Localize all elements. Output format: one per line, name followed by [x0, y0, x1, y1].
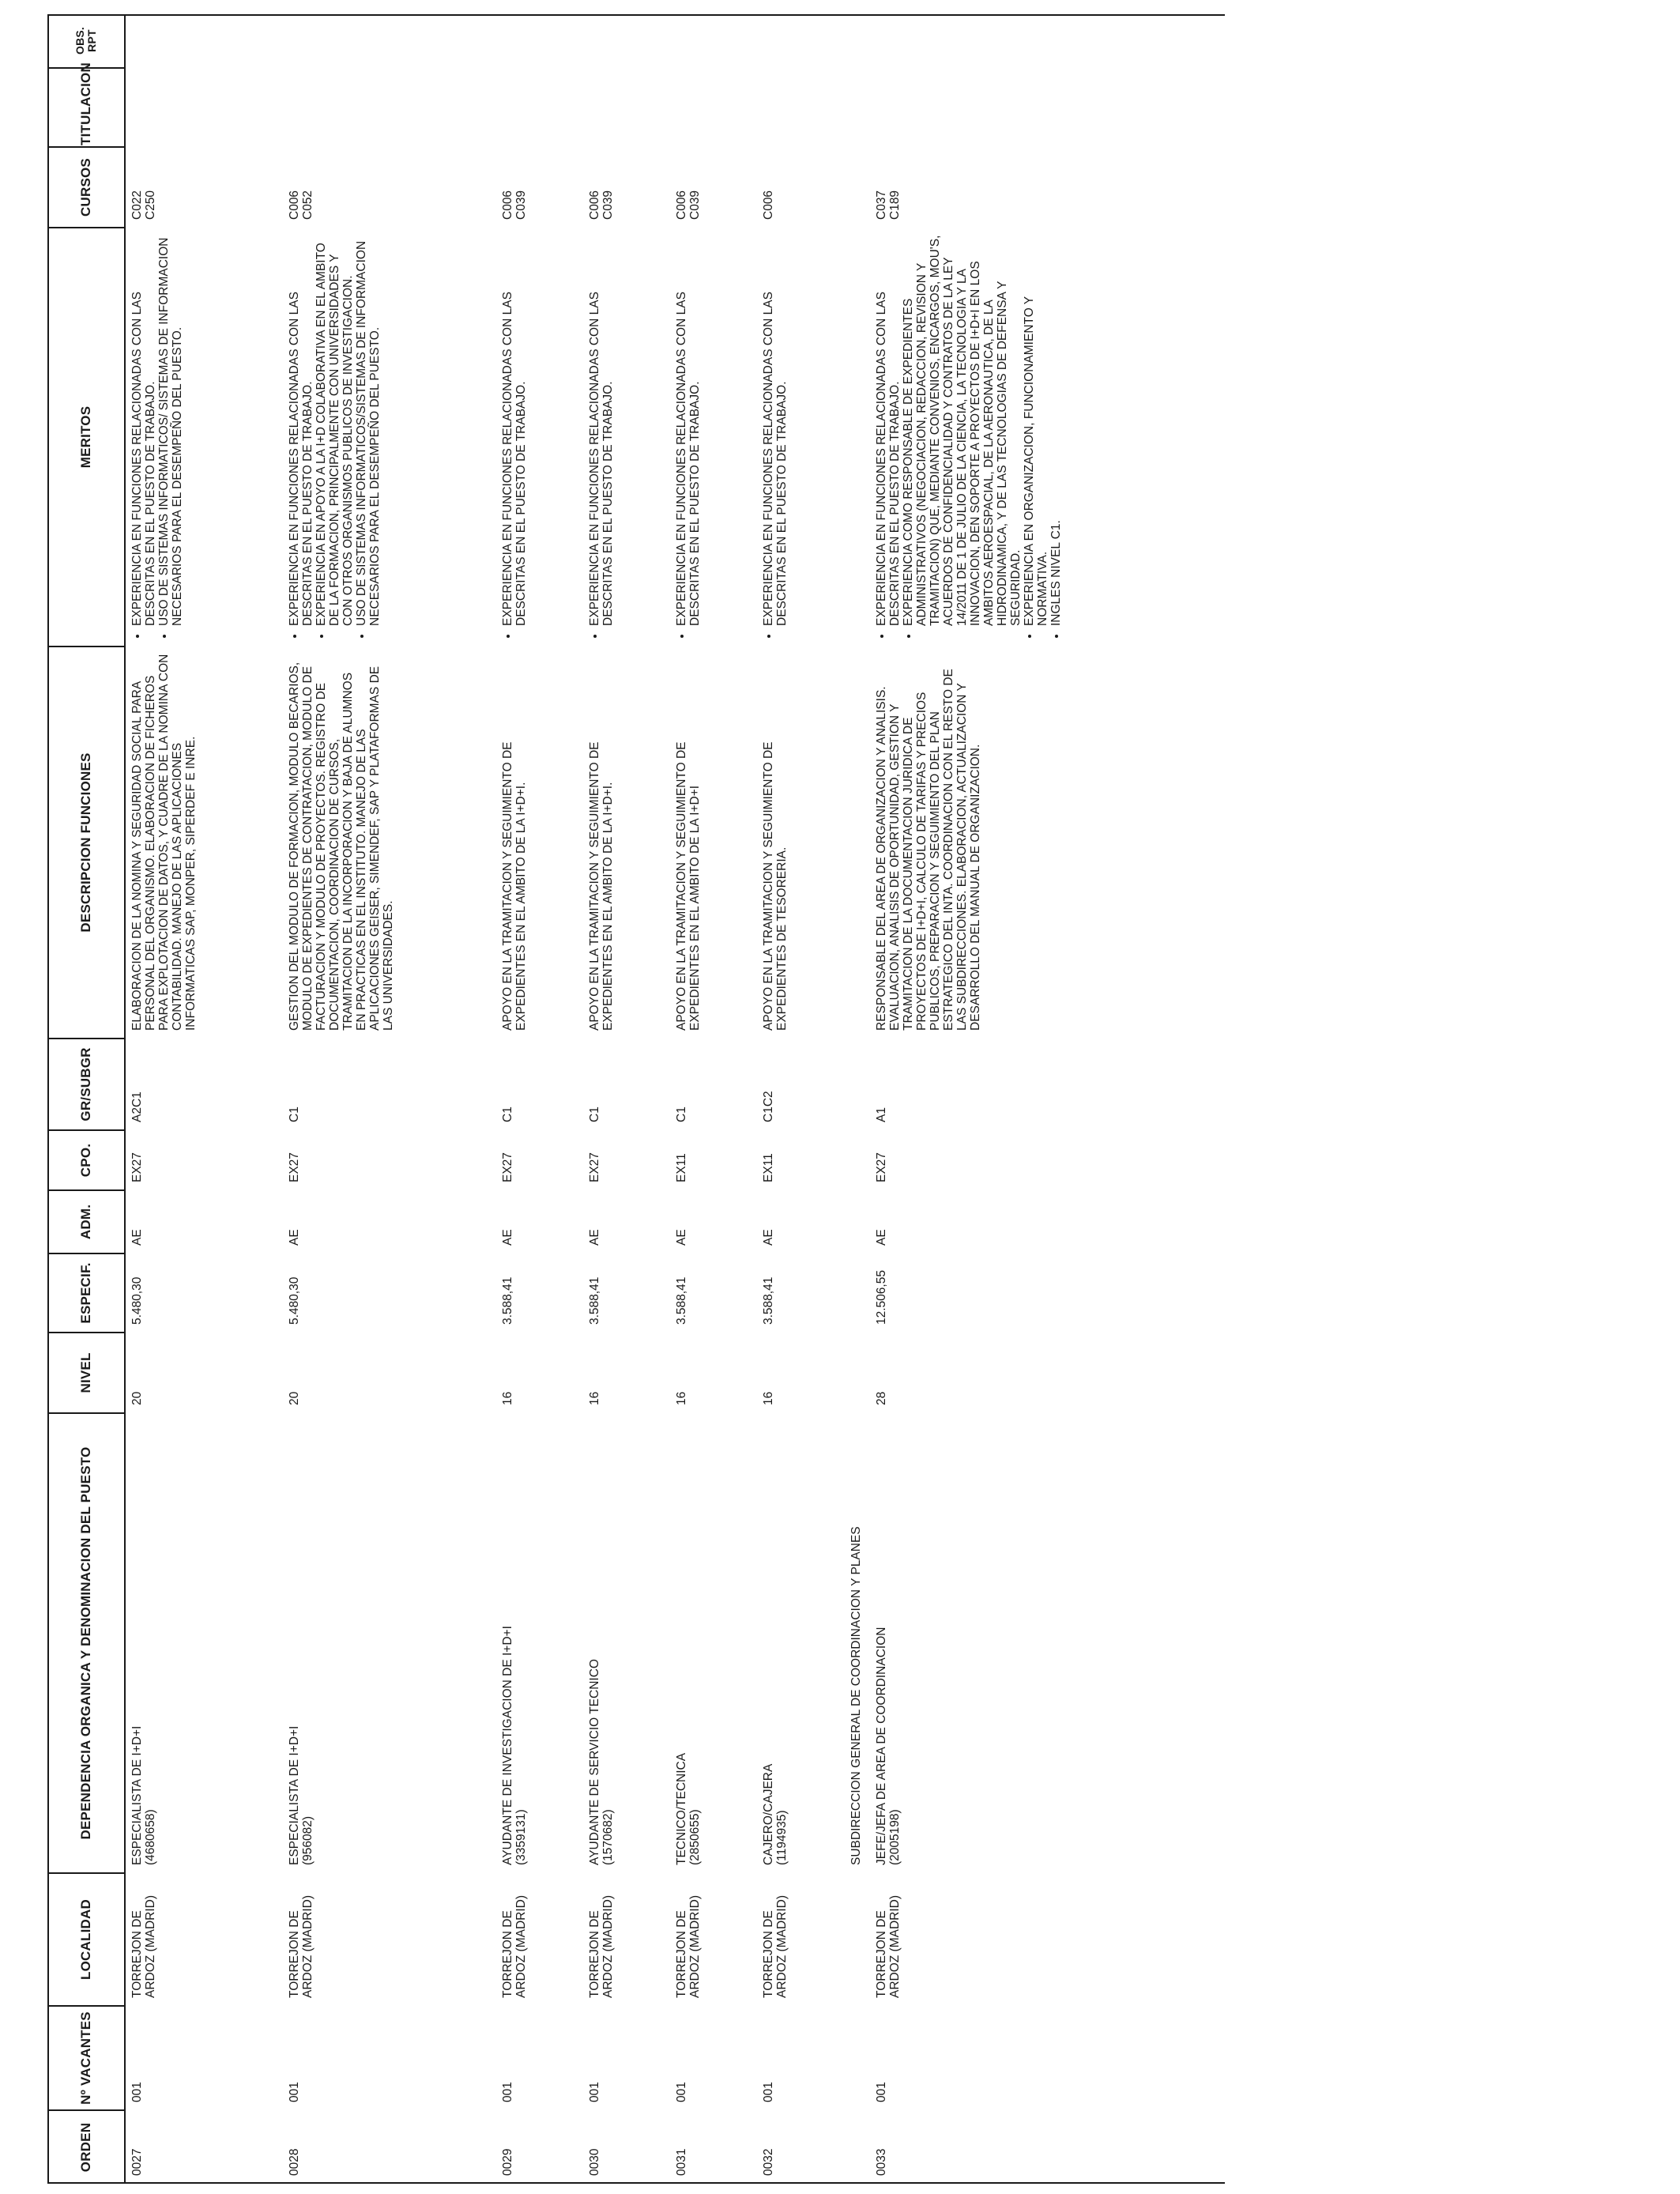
cpo-cell: EX27: [130, 1152, 144, 1182]
merito-item: • EXPERIENCIA EN FUNCIONES RELACIONADAS CON LAS DESCRITAS EN EL PUESTO DE TRABAJO.: [675, 234, 702, 626]
puesto-code: (956082): [301, 1815, 315, 1865]
localidad-cell: TORREJON DE ARDOZ (MADRID): [288, 1894, 315, 1998]
localidad-cell: TORREJON DE ARDOZ (MADRID): [130, 1894, 157, 1998]
curso-code: C039: [514, 190, 528, 220]
nivel-cell: 28: [875, 1391, 888, 1405]
header-especif: ESPECIF.: [47, 1253, 125, 1333]
header-descripcion: DESCRIPCION FUNCIONES: [47, 647, 125, 1039]
titulacion-cell: [283, 68, 496, 147]
especif-cell: 5.480,30: [288, 1276, 301, 1325]
meritos-cell: [496, 228, 583, 647]
empty-cell: [848, 2006, 870, 2110]
grsubgr-cell: C1: [675, 1106, 688, 1122]
orden-cell: 0030: [588, 2148, 601, 2176]
header-meritos: MERITOS: [47, 228, 125, 647]
grsubgr-cell: C1: [588, 1106, 601, 1122]
dependencia-cell: [125, 1413, 283, 1873]
vacantes-cell: 001: [501, 2082, 514, 2102]
header-obs-rpt: OBS. RPT: [47, 14, 125, 68]
adm-cell: AE: [130, 1229, 144, 1246]
orden-cell: 0028: [288, 2148, 301, 2176]
header-orden: ORDEN: [47, 2110, 125, 2184]
merito-item: • EXPERIENCIA EN ORGANIZACION, FUNCIONAMIENTO Y NORMATIVA.: [1023, 234, 1049, 626]
curso-code: C006: [288, 190, 301, 220]
header-cursos: CURSOS: [47, 147, 125, 228]
vacantes-cell: 001: [130, 2082, 144, 2102]
descripcion-cell: GESTION DEL MODULO DE FORMACION, MODULO BECARIOS, MODULO DE EXPEDIENTES DE CONTRATACION, MODULO DE FACTURACION Y MODULO DE PROYECTOS. REGISTRO DE DOCUMENTACION, COORDINACION DE CURSOS, TRAMITACION DE LA INCORPORACION Y BAJA DE ALUMNOS EN PRACTICAS EN EL INSTITUTO. MANEJO DE LAS APLICACIONES GEISER, SIMENDEF, SAP Y PLATAFORMAS DE LAS UNIVERSIDADES.: [288, 662, 395, 1031]
puesto-code: (2850655): [688, 1809, 702, 1865]
curso-code: C250: [144, 190, 157, 220]
grsubgr-cell: C1: [501, 1106, 514, 1122]
table-body: [125, 14, 1225, 2184]
obs-rpt-cell: [583, 14, 670, 68]
descripcion-cell: RESPONSABLE DEL AREA DE ORGANIZACION Y ANALISIS. EVALUACION, ANALISIS DE OPORTUNIDAD, GESTION Y TRAMITACION DE LA DOCUMENTACION JURIDICA DE PROYECTOS DE I+D+I, CALCULO DE TARIFAS Y PRECIOS PUBLICOS, PREPARACION Y SEGUIMIENTO DEL PLAN ESTRATEGICO DEL INTA. COORDINACION CON EL RESTO DE LAS SUBDIRECCIONES. ELABORACION, ACTUALIZACION Y DESARROLLO DEL MANUAL DE ORGANIZACION.: [875, 669, 982, 1031]
descripcion-cell: APOYO EN LA TRAMITACION Y SEGUIMIENTO DE EXPEDIENTES EN EL AMBITO DE LA I+D+I: [675, 741, 702, 1031]
cursos-cell: [583, 147, 670, 228]
orden-cell: 0032: [762, 2148, 775, 2176]
localidad-cell: TORREJON DE ARDOZ (MADRID): [675, 1894, 702, 1998]
meritos-list: [675, 234, 702, 639]
obs-rpt-cell: [870, 14, 1131, 68]
merito-item: • EXPERIENCIA EN APOYO A LA I+D COLABORATIVA EN EL AMBITO DE LA FORMACION, PRINCIPALMENTE CON UNIVERSIDADES Y CON OTROS ORGANISMOS PUBLICOS DE INVESTIGACION.: [315, 234, 355, 626]
puesto-code: (3359131): [514, 1809, 528, 1865]
especif-cell: 3.588,41: [762, 1276, 775, 1325]
meritos-list: [501, 234, 528, 639]
vacantes-cell: 001: [875, 2082, 888, 2102]
meritos-list: [130, 234, 184, 639]
cursos-cell: [496, 147, 583, 228]
localidad-cell: TORREJON DE ARDOZ (MADRID): [875, 1894, 902, 1998]
especif-cell: 12.506,55: [875, 1270, 888, 1325]
table-row: [757, 14, 848, 2184]
merito-item: • USO DE SISTEMAS INFORMATICOS/SISTEMAS DE INFORMACION NECESARIOS PARA EL DESEMPEÑO DEL PUESTO.: [355, 234, 382, 626]
merito-item: • USO DE SISTEMAS INFORMATICOS/ SISTEMAS DE INFORMACION NECESARIOS PARA EL DESEMPEÑO DEL PUESTO.: [157, 234, 184, 626]
grsubgr-cell: A1: [875, 1107, 888, 1122]
empty-cell: [848, 2110, 870, 2184]
table-row: [283, 14, 496, 2184]
especif-cell: 3.588,41: [588, 1276, 601, 1325]
puesto-code: (4680658): [144, 1809, 157, 1865]
titulacion-cell: [125, 68, 283, 147]
table-row: [583, 14, 670, 2184]
puesto-name: AYUDANTE DE INVESTIGACION DE I+D+I: [501, 1626, 514, 1865]
obs-rpt-cell: [757, 14, 848, 68]
titulacion-cell: [757, 68, 848, 147]
merito-item: • EXPERIENCIA EN FUNCIONES RELACIONADAS CON LAS DESCRITAS EN EL PUESTO DE TRABAJO.: [588, 234, 615, 626]
orden-cell: 0027: [130, 2148, 144, 2176]
dependencia-cell: [583, 1413, 670, 1873]
table-row: [125, 14, 283, 2184]
cpo-cell: EX27: [875, 1152, 888, 1182]
table-row: [870, 14, 1131, 2184]
merito-item: • EXPERIENCIA EN FUNCIONES RELACIONADAS CON LAS DESCRITAS EN EL PUESTO DE TRABAJO.: [501, 234, 528, 626]
cursos-cell: [283, 147, 496, 228]
obs-rpt-cell: [283, 14, 496, 68]
cursos-cell: [670, 147, 757, 228]
nivel-cell: 16: [762, 1391, 775, 1405]
titulacion-cell: [870, 68, 1131, 147]
cursos-cell: [870, 147, 1131, 228]
nivel-cell: 16: [675, 1391, 688, 1405]
especif-cell: 5.480,30: [130, 1276, 144, 1325]
adm-cell: AE: [588, 1229, 601, 1246]
meritos-cell: [670, 228, 757, 647]
vacantes-cell: 001: [762, 2082, 775, 2102]
meritos-cell: [757, 228, 848, 647]
grsubgr-cell: C1C2: [762, 1091, 775, 1122]
header-nivel: NIVEL: [47, 1333, 125, 1413]
curso-code: C006: [675, 190, 688, 220]
adm-cell: AE: [288, 1229, 301, 1246]
header-vacantes: Nº VACANTES: [47, 2006, 125, 2110]
titulacion-cell: [583, 68, 670, 147]
header-titulacion: TITULACION: [47, 68, 125, 147]
header-adm: ADM.: [47, 1190, 125, 1253]
puesto-code: (1570682): [601, 1809, 615, 1865]
localidad-cell: TORREJON DE ARDOZ (MADRID): [762, 1894, 789, 1998]
descripcion-cell: APOYO EN LA TRAMITACION Y SEGUIMIENTO DE EXPEDIENTES EN EL AMBITO DE LA I+D+I.: [501, 741, 528, 1031]
orden-cell: 0029: [501, 2148, 514, 2176]
curso-code: C006: [762, 190, 775, 220]
merito-item: • EXPERIENCIA EN FUNCIONES RELACIONADAS CON LAS DESCRITAS EN EL PUESTO DE TRABAJO.: [762, 234, 789, 626]
dependencia-cell: [670, 1413, 757, 1873]
meritos-list: [288, 234, 382, 639]
curso-code: C052: [301, 190, 315, 220]
merito-item: • EXPERIENCIA COMO RESPONSABLE DE EXPEDIENTES ADMINISTRATIVOS (NEGOCIACION, REDACCION, REVISION Y TRAMITACION) QUE, MEDIANTE CONVENIOS, ENCARGOS, MOU'S, ACUERDOS DE CONFIDENCIALIDAD Y CONTRATOS DE LA LEY 14/2011 DE 1 DE JULIO DE LA CIENCIA, LA TECNOLOGIA Y LA INNOVACION, DEN SOPORTE A PROYECTOS DE I+D+I EN LOS AMBITOS AEROESPACIAL, DE LA AERONAUTICA, DE LA HIDRODINAMICA, Y DE LAS TECNOLOGIAS DE DEFENSA Y SEGURIDAD.: [902, 234, 1023, 626]
curso-code: C006: [501, 190, 514, 220]
vacancy-table: [47, 14, 1225, 2184]
meritos-cell: [125, 228, 283, 647]
adm-cell: AE: [501, 1229, 514, 1246]
especif-cell: 3.588,41: [675, 1276, 688, 1325]
dependencia-cell: [870, 1413, 1131, 1873]
header-row: [47, 14, 125, 2184]
adm-cell: AE: [762, 1229, 775, 1246]
curso-code: C022: [130, 190, 144, 220]
puesto-name: ESPECIALISTA DE I+D+I: [288, 1725, 301, 1865]
orden-cell: 0033: [875, 2148, 888, 2176]
curso-code: C037: [875, 190, 888, 220]
header-localidad: LOCALIDAD: [47, 1873, 125, 2006]
grsubgr-cell: C1: [288, 1106, 301, 1122]
merito-item: • EXPERIENCIA EN FUNCIONES RELACIONADAS CON LAS DESCRITAS EN EL PUESTO DE TRABAJO.: [288, 234, 315, 626]
section-subheading-row: [848, 14, 870, 2184]
cpo-cell: EX27: [288, 1152, 301, 1182]
meritos-cell: [870, 228, 1131, 647]
nivel-cell: 20: [130, 1391, 144, 1405]
grsubgr-cell: A2C1: [130, 1091, 144, 1122]
table-row: [670, 14, 757, 2184]
merito-item: • EXPERIENCIA EN FUNCIONES RELACIONADAS CON LAS DESCRITAS EN EL PUESTO DE TRABAJO.: [875, 234, 902, 626]
puesto-name: JEFE/JEFA DE AREA DE COORDINACION: [875, 1627, 888, 1865]
curso-code: C039: [688, 190, 702, 220]
dependencia-cell: [283, 1413, 496, 1873]
obs-rpt-cell: [670, 14, 757, 68]
curso-code: C039: [601, 190, 615, 220]
rotated-table-container: [47, 14, 1225, 2184]
cpo-cell: EX27: [588, 1152, 601, 1182]
descripcion-cell: ELABORACION DE LA NOMINA Y SEGURIDAD SOCIAL PARA PERSONAL DEL ORGANISMO. ELABORACION DE FICHEROS PARA EXPLOTACION DE DATOS, Y CUADRE DE LA NOMINA CON CONTABILIDAD. MANEJO DE LAS APLICACIONES INFORMATICAS SAP, MONPER, SIPERDEF E INRE.: [130, 654, 198, 1031]
curso-code: C189: [888, 190, 902, 220]
header-dependencia: DEPENDENCIA ORGANICA Y DENOMINACION DEL PUESTO: [47, 1413, 125, 1873]
puesto-name: TECNICO/TECNICA: [675, 1752, 688, 1865]
cursos-cell: [125, 147, 283, 228]
curso-code: C006: [588, 190, 601, 220]
descripcion-cell: APOYO EN LA TRAMITACION Y SEGUIMIENTO DE EXPEDIENTES DE TESORERIA.: [762, 741, 789, 1031]
titulacion-cell: [670, 68, 757, 147]
meritos-list: [875, 234, 1063, 639]
cpo-cell: EX11: [675, 1153, 688, 1182]
vacantes-cell: 001: [675, 2082, 688, 2102]
nivel-cell: 16: [588, 1391, 601, 1405]
orden-cell: 0031: [675, 2148, 688, 2176]
localidad-cell: TORREJON DE ARDOZ (MADRID): [501, 1894, 528, 1998]
adm-cell: AE: [675, 1229, 688, 1246]
filler-row: [1131, 14, 1225, 2184]
dependencia-cell: [496, 1413, 583, 1873]
meritos-list: [762, 234, 789, 639]
obs-rpt-cell: [496, 14, 583, 68]
puesto-name: ESPECIALISTA DE I+D+I: [130, 1725, 144, 1865]
section-subheading: SUBDIRECCION GENERAL DE COORDINACION Y PLANES: [849, 1526, 863, 1865]
header-cpo: CPO.: [47, 1130, 125, 1190]
meritos-cell: [583, 228, 670, 647]
puesto-name: AYUDANTE DE SERVICIO TECNICO: [588, 1659, 601, 1865]
empty-cell: [848, 1873, 870, 2006]
nivel-cell: 16: [501, 1391, 514, 1405]
cpo-cell: EX27: [501, 1152, 514, 1182]
descripcion-cell: APOYO EN LA TRAMITACION Y SEGUIMIENTO DE EXPEDIENTES EN EL AMBITO DE LA I+D+I.: [588, 741, 615, 1031]
obs-rpt-cell: [125, 14, 283, 68]
cpo-cell: EX11: [762, 1153, 775, 1182]
localidad-cell: TORREJON DE ARDOZ (MADRID): [588, 1894, 615, 1998]
merito-item: • EXPERIENCIA EN FUNCIONES RELACIONADAS CON LAS DESCRITAS EN EL PUESTO DE TRABAJO.: [130, 234, 157, 626]
meritos-list: [588, 234, 615, 639]
header-grsubgr: GR/SUBGR: [47, 1039, 125, 1130]
nivel-cell: 20: [288, 1391, 301, 1405]
dependencia-cell: [757, 1413, 848, 1873]
table-row: [496, 14, 583, 2184]
especif-cell: 3.588,41: [501, 1276, 514, 1325]
puesto-code: (1194935): [775, 1810, 789, 1865]
filler-cell: [1131, 14, 1225, 2184]
cursos-cell: [757, 147, 848, 228]
adm-cell: AE: [875, 1229, 888, 1246]
titulacion-cell: [496, 68, 583, 147]
puesto-code: (2005198): [888, 1809, 902, 1865]
vacantes-cell: 001: [288, 2082, 301, 2102]
puesto-name: CAJERO/CAJERA: [762, 1763, 775, 1865]
vacantes-cell: 001: [588, 2082, 601, 2102]
merito-item: • INGLES NIVEL C1.: [1049, 234, 1063, 626]
meritos-cell: [283, 228, 496, 647]
